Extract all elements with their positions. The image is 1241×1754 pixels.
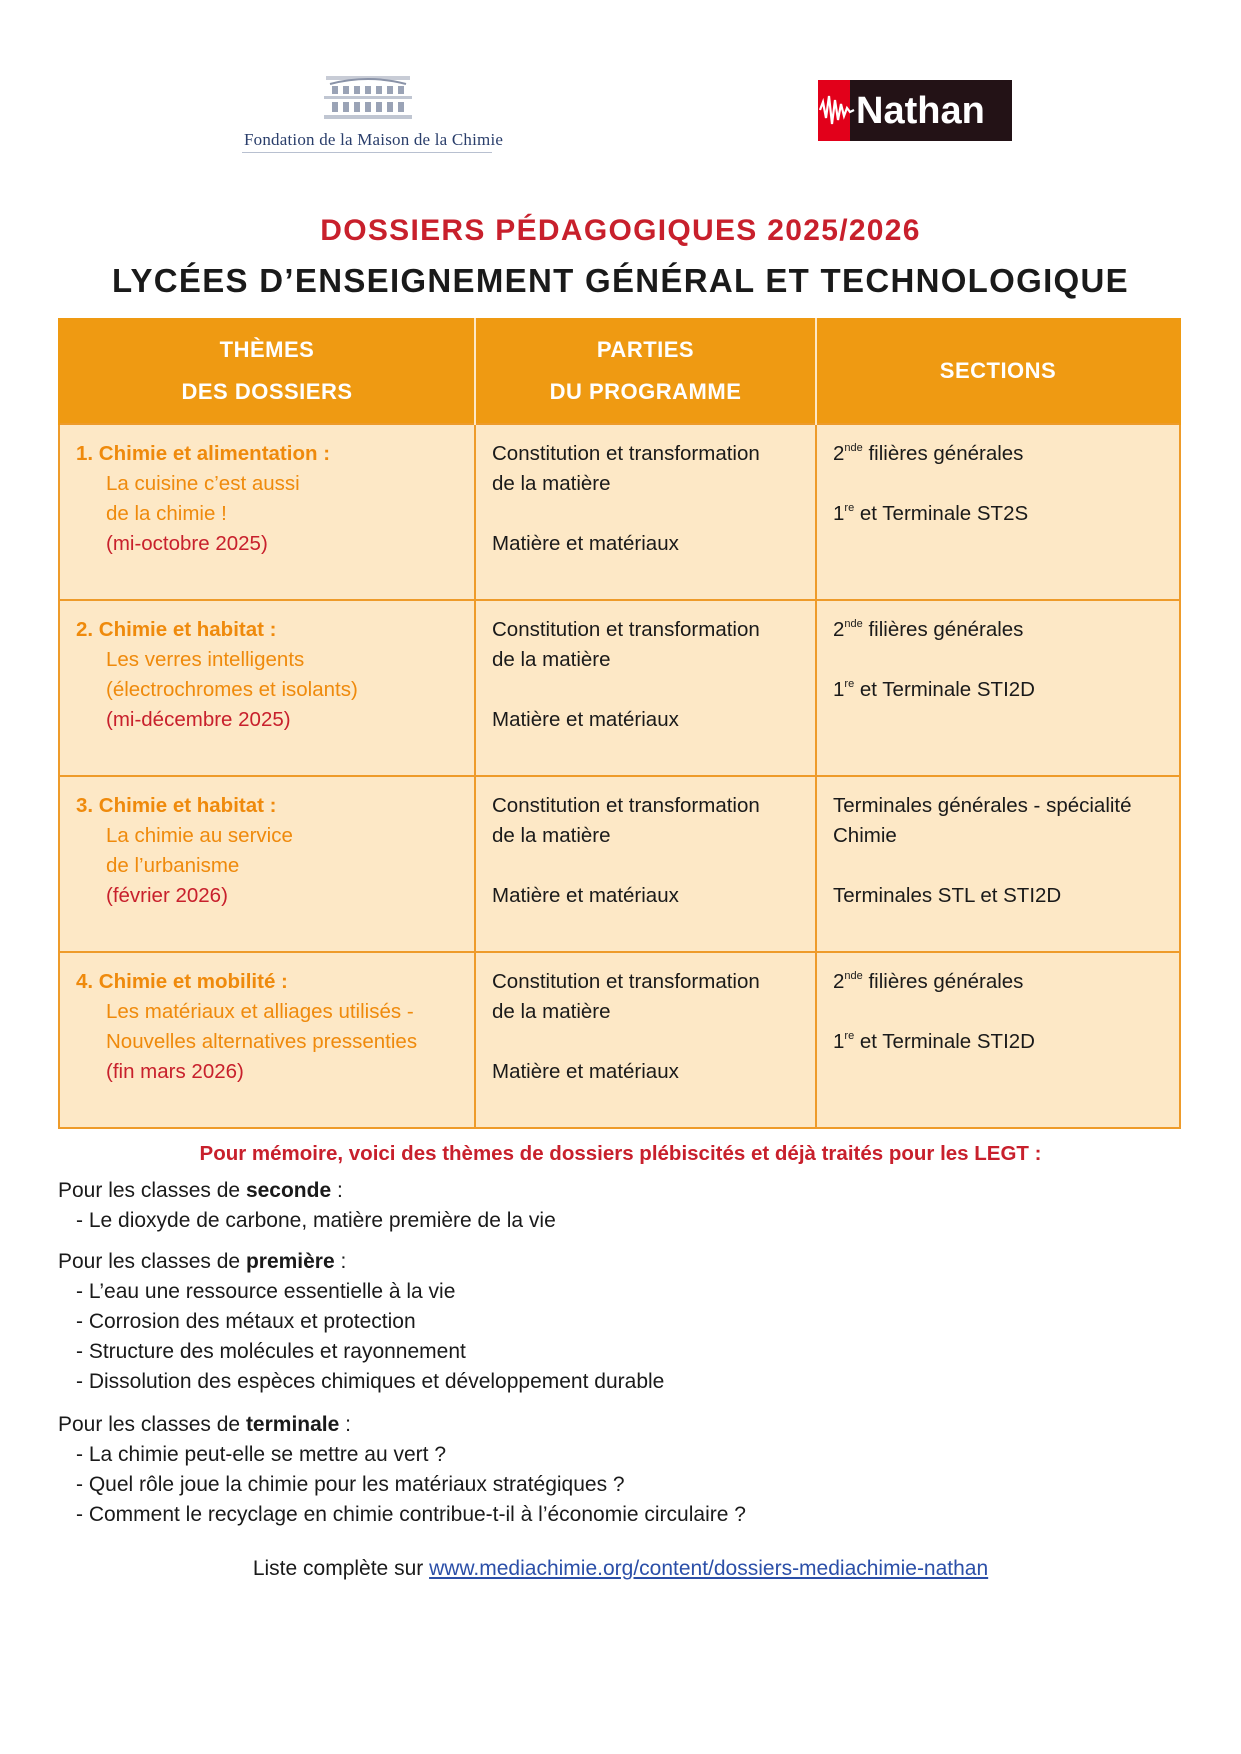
theme-subtitle: Les matériaux et alliages utilisés - <box>106 1000 414 1023</box>
header-themes <box>59 318 475 424</box>
theme-subtitle: de l’urbanisme <box>106 854 240 877</box>
theme-subtitle: Nouvelles alternatives pressenties <box>106 1030 418 1053</box>
section-line: Terminales STL et STI2D <box>833 884 1062 907</box>
memo-group-title: Pour les classes de terminale : <box>58 1413 351 1436</box>
fmc-logo <box>238 74 504 156</box>
maison-chimie-building-icon <box>322 74 414 126</box>
fmc-logo-text: Fondation de la Maison de la Chimie <box>244 130 504 149</box>
theme-cell <box>59 776 475 952</box>
table-row <box>59 952 1180 1128</box>
theme-subtitle: de la chimie ! <box>106 502 227 525</box>
list-item: - Structure des molécules et rayonnement <box>76 1340 466 1363</box>
programme-line: Constitution et transformation <box>492 794 760 817</box>
theme-subtitle: (électrochromes et isolants) <box>106 678 358 701</box>
table-header-row <box>59 318 1180 424</box>
programme-line: Matière et matériaux <box>492 1060 679 1083</box>
theme-subtitle: La chimie au service <box>106 824 293 847</box>
header-parties <box>475 318 816 424</box>
table-row <box>59 776 1180 952</box>
header-themes-line2: DES DOSSIERS <box>181 378 353 404</box>
programme-line: Constitution et transformation <box>492 618 760 641</box>
programme-cell <box>475 952 816 1128</box>
section-line: 1re et Terminale ST2S <box>833 502 1029 525</box>
theme-title: 3. Chimie et habitat : <box>76 794 277 817</box>
header-sections: SECTIONS <box>816 318 1180 424</box>
list-item: - Dissolution des espèces chimiques et développement durable <box>76 1370 665 1393</box>
sections-cell <box>816 600 1180 776</box>
header-parties-line2: DU PROGRAMME <box>549 378 742 404</box>
programme-cell <box>475 600 816 776</box>
list-item: - Corrosion des métaux et protection <box>76 1310 416 1333</box>
memo-group-title: Pour les classes de seconde : <box>58 1179 343 1202</box>
programme-cell <box>475 424 816 600</box>
list-item: - L’eau une ressource essentielle à la vie <box>76 1280 456 1303</box>
page-title: DOSSIERS PÉDAGOGIQUES 2025/2026 <box>320 214 921 247</box>
programme-cell <box>475 776 816 952</box>
programme-line: Matière et matériaux <box>492 884 679 907</box>
list-item: - Comment le recyclage en chimie contribue-t-il à l’économie circulaire ? <box>76 1503 746 1526</box>
section-line: Terminales générales - spécialité <box>833 794 1132 817</box>
programme-line: de la matière <box>492 648 611 671</box>
programme-line: de la matière <box>492 1000 611 1023</box>
theme-title: 2. Chimie et habitat : <box>76 618 277 641</box>
dossiers-table <box>58 318 1181 1129</box>
memo-heading: Pour mémoire, voici des thèmes de dossiers plébiscités et déjà traités pour les LEGT : <box>199 1142 1042 1165</box>
section-line: Chimie <box>833 824 897 847</box>
nathan-logo <box>818 80 1012 141</box>
theme-subtitle: La cuisine c’est aussi <box>106 472 300 495</box>
theme-date: (fin mars 2026) <box>106 1060 244 1083</box>
programme-line: de la matière <box>492 472 611 495</box>
section-line: 2nde filières générales <box>833 442 1024 465</box>
theme-cell <box>59 600 475 776</box>
theme-title: 4. Chimie et mobilité : <box>76 970 288 993</box>
table-row <box>59 424 1180 600</box>
list-item: - La chimie peut-elle se mettre au vert ? <box>76 1443 447 1466</box>
section-line: 2nde filières générales <box>833 618 1024 641</box>
memo-group-terminale <box>58 1410 746 1530</box>
memo-group-premiere <box>58 1247 664 1397</box>
theme-date: (mi-octobre 2025) <box>106 532 268 555</box>
fmc-logo-underline <box>242 152 492 153</box>
memo-group-seconde <box>58 1176 556 1236</box>
programme-line: Constitution et transformation <box>492 442 760 465</box>
footer <box>0 1557 1241 1581</box>
programme-line: Matière et matériaux <box>492 532 679 555</box>
programme-line: de la matière <box>492 824 611 847</box>
table-row <box>59 600 1180 776</box>
mediachimie-link[interactable]: www.mediachimie.org/content/dossiers-mediachimie-nathan <box>429 1557 989 1580</box>
sections-cell <box>816 776 1180 952</box>
programme-line: Matière et matériaux <box>492 708 679 731</box>
theme-subtitle: Les verres intelligents <box>106 648 305 671</box>
section-line: 2nde filières générales <box>833 970 1024 993</box>
programme-line: Constitution et transformation <box>492 970 760 993</box>
nathan-wave-icon <box>818 88 858 132</box>
sections-cell <box>816 952 1180 1128</box>
memo-group-title: Pour les classes de première : <box>58 1250 347 1273</box>
list-item: - Quel rôle joue la chimie pour les matériaux stratégiques ? <box>76 1473 625 1496</box>
footer-prefix: Liste complète sur <box>252 1557 430 1580</box>
theme-title: 1. Chimie et alimentation : <box>76 442 331 465</box>
theme-date: (février 2026) <box>106 884 228 907</box>
page-subtitle: LYCÉES D’ENSEIGNEMENT GÉNÉRAL ET TECHNOLOGIQUE <box>112 262 1129 299</box>
nathan-logo-text: Nathan <box>856 90 985 132</box>
header-themes-line1: THÈMES <box>219 336 315 362</box>
header-parties-line1: PARTIES <box>596 336 695 362</box>
section-line: 1re et Terminale STI2D <box>833 678 1035 701</box>
section-line: 1re et Terminale STI2D <box>833 1030 1035 1053</box>
theme-cell <box>59 952 475 1128</box>
list-item: - Le dioxyde de carbone, matière première de la vie <box>76 1209 556 1232</box>
theme-date: (mi-décembre 2025) <box>106 708 291 731</box>
theme-cell <box>59 424 475 600</box>
sections-cell <box>816 424 1180 600</box>
